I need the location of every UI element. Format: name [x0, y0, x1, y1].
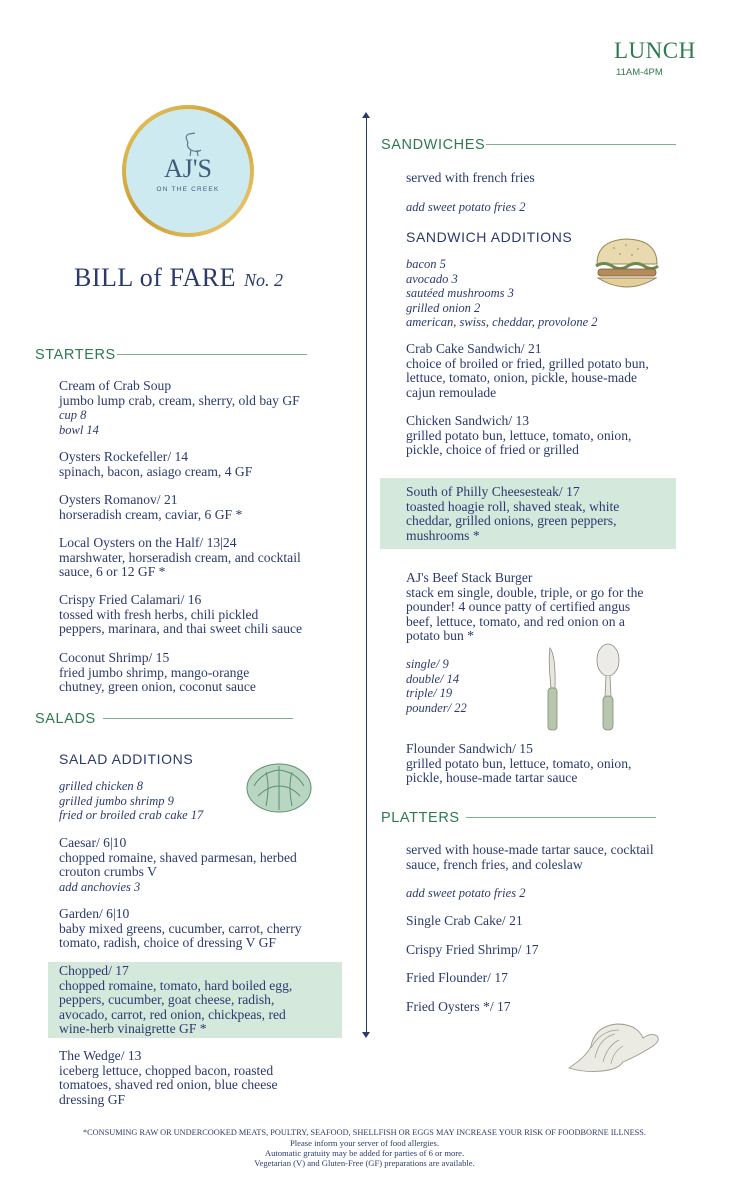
starters-rule — [117, 354, 307, 355]
served-line: sauce, french fries, and coleslaw — [406, 856, 583, 872]
item-name: Crab Cake Sandwich/ 21 — [406, 341, 542, 356]
burger-illustration — [592, 236, 662, 294]
sandwich-item-chicken — [406, 414, 706, 458]
item-name: AJ's Beef Stack Burger — [406, 570, 533, 585]
platter-item: Fried Oysters */ 17 — [406, 999, 511, 1014]
item-desc: pounder! 4 ounce patty of certified angus — [406, 599, 631, 615]
lettuce-illustration — [244, 758, 314, 814]
item-name: Oysters Romanov/ 21 — [59, 492, 178, 507]
oyster-illustration — [565, 1018, 665, 1074]
item-name: Local Oysters on the Half/ 13|24 — [59, 535, 237, 550]
item-desc: grilled potato bun, lettuce, tomato, onion, — [406, 755, 632, 771]
item-desc: peppers, cucumber, goat cheese, radish, — [59, 992, 275, 1008]
starter-item — [59, 593, 359, 637]
salad-item-caesar — [59, 836, 359, 894]
item-desc: iceberg lettuce, chopped bacon, roasted — [59, 1062, 274, 1078]
logo-name: AJ'S — [163, 154, 213, 183]
item-desc: cajun remoulade — [406, 384, 497, 400]
item-name: Coconut Shrimp/ 15 — [59, 650, 170, 665]
footer-allergy: Please inform your server of food allergies. — [290, 1138, 439, 1148]
footer-warning: *CONSUMING RAW OR UNDERCOOKED MEATS, POULTRY, SEAFOOD, SHELLFISH OR EGGS MAY INCREASE YOUR RISK OF FOODBORNE ILLNESS. — [83, 1128, 646, 1137]
item-desc: cheddar, grilled onions, green peppers, — [406, 513, 617, 529]
oyster-icon — [565, 1018, 665, 1074]
starter-item — [59, 536, 359, 580]
sandwiches-add-option: add sweet potato fries 2 — [406, 200, 526, 214]
item-name: Caesar/ 6|10 — [59, 835, 127, 850]
item-name: The Wedge/ 13 — [59, 1048, 142, 1063]
footer-dietary: Vegetarian (V) and Gluten-Free (GF) preparations are available. — [254, 1158, 475, 1168]
platters-add-option: add sweet potato fries 2 — [406, 886, 526, 900]
item-desc: lettuce, tomato, onion, pickle, house-made — [406, 370, 638, 386]
sandwich-item-flounder — [406, 742, 706, 786]
addition-item: avocado 3 — [406, 271, 458, 286]
item-desc: horseradish cream, caviar, 6 GF * — [59, 506, 243, 522]
item-desc: tomato, radish, choice of dressing V GF — [59, 935, 276, 951]
footer-disclaimer — [0, 1128, 729, 1168]
item-desc: mushrooms * — [406, 527, 480, 543]
meal-title: LUNCH — [614, 38, 696, 63]
item-desc: peppers, marinara, and thai sweet chili sauce — [59, 621, 303, 637]
item-option: bowl 14 — [59, 422, 99, 437]
platter-item: Fried Flounder/ 17 — [406, 970, 508, 985]
starter-item — [59, 379, 359, 437]
item-desc: avocado, carrot, red onion, chickpeas, red — [59, 1006, 286, 1022]
addition-item: american, swiss, cheddar, provolone 2 — [406, 315, 598, 330]
platters-rule — [466, 817, 656, 818]
item-option: cup 8 — [59, 408, 87, 423]
item-name: Chopped/ 17 — [59, 963, 129, 978]
item-option: single/ 9 — [406, 657, 449, 671]
item-desc: baby mixed greens, cucumber, carrot, cherry — [59, 920, 302, 936]
column-divider — [366, 115, 367, 1035]
title-main: BILL of FARE — [74, 263, 236, 292]
item-desc: fried jumbo shrimp, mango-orange — [59, 664, 250, 680]
item-desc: potato bun * — [406, 628, 474, 644]
sandwich-item-burger — [406, 571, 706, 644]
item-option: double/ 14 — [406, 671, 460, 686]
item-desc: pickle, choice of fried or grilled — [406, 442, 579, 458]
item-name: Crispy Fried Calamari/ 16 — [59, 592, 202, 607]
meal-hours: 11AM-4PM — [616, 67, 663, 78]
burger-options — [406, 657, 526, 715]
starter-item — [59, 493, 359, 522]
item-desc: tossed with fresh herbs, chili pickled — [59, 606, 259, 622]
knife-spoon-icon — [540, 640, 630, 735]
item-name: Oysters Rockefeller/ 14 — [59, 449, 189, 464]
addition-item: sautéed mushrooms 3 — [406, 286, 514, 301]
addition-item: grilled chicken 8 — [59, 779, 143, 793]
lettuce-icon — [244, 758, 314, 814]
item-name: Flounder Sandwich/ 15 — [406, 741, 533, 756]
addition-item: fried or broiled crab cake 17 — [59, 808, 204, 823]
item-desc: tomatoes, shaved red onion, blue cheese — [59, 1077, 278, 1093]
salad-additions-list — [59, 779, 259, 823]
item-desc: jumbo lump crab, cream, sherry, old bay GF — [59, 392, 300, 408]
item-desc: chutney, green onion, coconut sauce — [59, 679, 256, 695]
sandwiches-heading: SANDWICHES — [381, 137, 486, 153]
item-desc: crouton crumbs V — [59, 864, 157, 880]
salads-heading: SALADS — [35, 711, 96, 727]
starters-heading: STARTERS — [35, 347, 116, 363]
logo-tagline: ON THE CREEK — [156, 186, 220, 193]
item-name: South of Philly Cheesesteak/ 17 — [406, 484, 580, 499]
sandwich-additions-heading: SANDWICH ADDITIONS — [406, 229, 573, 245]
addition-item: grilled jumbo shrimp 9 — [59, 793, 174, 808]
sandwich-item-crab — [406, 342, 706, 400]
salad-item-wedge — [59, 1049, 359, 1107]
footer-gratuity: Automatic gratuity may be added for parties of 6 or more. — [264, 1148, 465, 1158]
item-name: Cream of Crab Soup — [59, 378, 172, 393]
sandwiches-rule — [486, 144, 676, 145]
item-option: pounder/ 22 — [406, 700, 467, 715]
item-name: Chicken Sandwich/ 13 — [406, 413, 530, 428]
item-desc: dressing GF — [59, 1091, 126, 1107]
page-title — [74, 263, 283, 293]
salads-rule — [103, 718, 293, 719]
platter-item: Single Crab Cake/ 21 — [406, 913, 523, 928]
sandwich-item-philly — [406, 485, 676, 543]
platter-item: Crispy Fried Shrimp/ 17 — [406, 942, 539, 957]
platters-served — [406, 843, 706, 872]
item-desc: chopped romaine, tomato, hard boiled egg, — [59, 977, 293, 993]
item-desc: grilled potato bun, lettuce, tomato, onion, — [406, 427, 632, 443]
salad-item-garden — [59, 907, 359, 951]
burger-icon — [592, 236, 662, 294]
item-desc: wine-herb vinaigrette GF * — [59, 1021, 207, 1037]
item-desc: choice of broiled or fried, grilled potato bun, — [406, 355, 649, 371]
item-desc: beef, lettuce, tomato, and red onion on a — [406, 613, 625, 629]
served-line: served with house-made tartar sauce, cocktail — [406, 842, 654, 857]
title-number: No. 2 — [244, 270, 284, 290]
starter-item — [59, 450, 359, 479]
divider-arrow-top-icon — [362, 112, 370, 118]
starter-item — [59, 651, 359, 695]
salad-item-chopped — [59, 964, 349, 1037]
platters-heading: PLATTERS — [381, 810, 460, 826]
logo — [121, 104, 255, 238]
salad-additions-heading: SALAD ADDITIONS — [59, 751, 194, 767]
cutlery-illustration — [540, 640, 630, 735]
item-option: triple/ 19 — [406, 686, 453, 701]
item-desc: marshwater, horseradish cream, and cocktail — [59, 549, 301, 565]
divider-arrow-bottom-icon — [362, 1032, 370, 1038]
item-desc: stack em single, double, triple, or go for the — [406, 584, 644, 600]
item-desc: sauce, 6 or 12 GF * — [59, 564, 166, 580]
sandwiches-served: served with french fries — [406, 170, 535, 185]
item-desc: chopped romaine, shaved parmesan, herbed — [59, 849, 297, 865]
item-desc: pickle, house-made tartar sauce — [406, 770, 578, 786]
addition-item: grilled onion 2 — [406, 300, 481, 315]
item-desc: spinach, bacon, asiago cream, 4 GF — [59, 463, 253, 479]
item-option: add anchovies 3 — [59, 879, 141, 894]
item-name: Garden/ 6|10 — [59, 906, 130, 921]
item-desc: toasted hoagie roll, shaved steak, white — [406, 498, 620, 514]
addition-item: bacon 5 — [406, 257, 446, 271]
